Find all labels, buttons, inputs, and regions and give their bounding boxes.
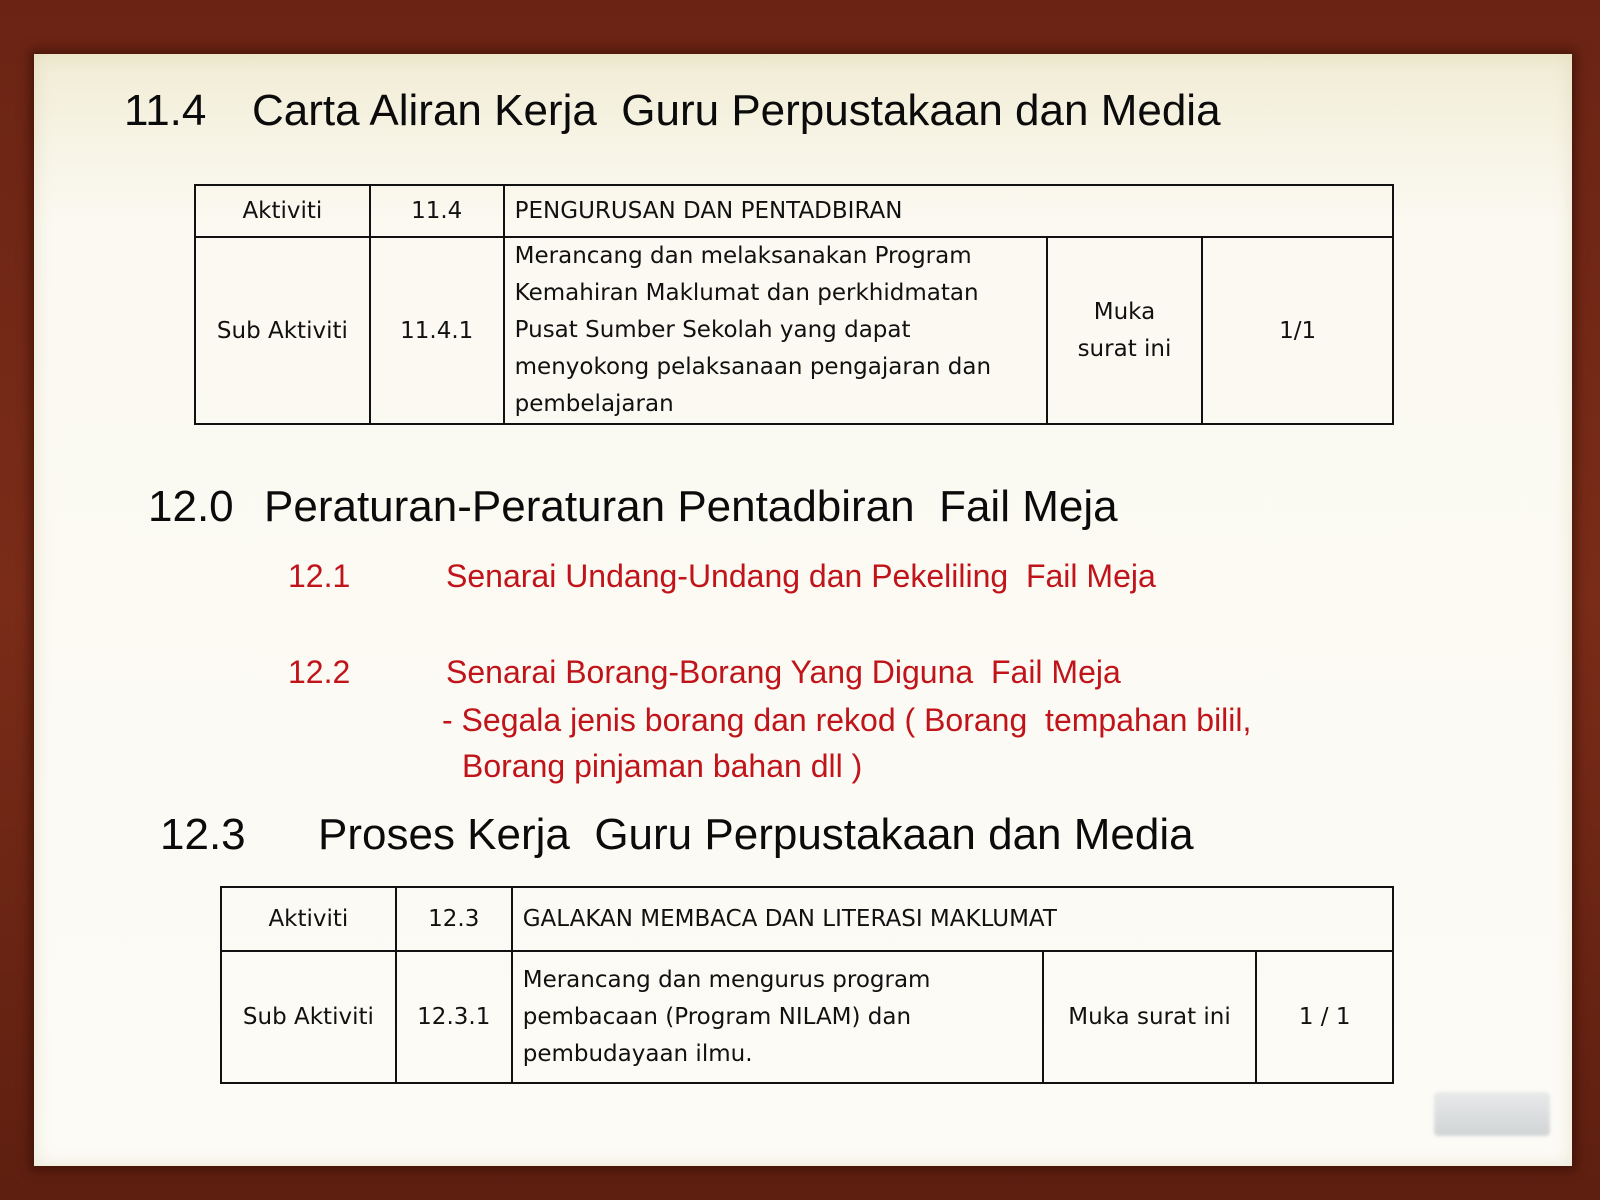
activity-code-cell: 12.3: [396, 887, 512, 951]
subitem-12-2-detail-line: - Segala jenis borang dan rekod ( Borang tempahan bilil,: [442, 702, 1252, 738]
activity-code-cell: 11.4: [370, 185, 504, 237]
heading-title: Carta Aliran Kerja Guru Perpustakaan dan Media: [252, 86, 1221, 135]
activity-desc-cell: GALAKAN MEMBACA DAN LITERASI MAKLUMAT: [512, 887, 1393, 951]
desc-line: Kemahiran Maklumat dan perkhidmatan: [514, 280, 979, 306]
subitem-12-2-detail-line: Borang pinjaman bahan dll ): [462, 748, 863, 784]
desc-line: pembudayaan ilmu.: [522, 1040, 753, 1067]
slide: [34, 54, 1572, 1166]
heading-12-0: [148, 482, 1118, 532]
desc-line: Merancang dan mengurus program: [522, 966, 931, 993]
desc-line: menyokong pelaksanaan pengajaran dan: [514, 354, 992, 380]
page-label-line: surat ini: [1077, 335, 1172, 362]
activity-label-cell: Aktiviti: [195, 185, 370, 237]
page-value-cell: 1 / 1: [1256, 951, 1393, 1083]
heading-title: Proses Kerja Guru Perpustakaan dan Media: [318, 810, 1194, 859]
subitem-number: 12.2: [288, 654, 351, 690]
subactivity-desc-cell: [504, 237, 1047, 424]
heading-number: 12.3: [160, 810, 246, 859]
subactivity-desc-cell: [512, 951, 1043, 1083]
heading-11-4: [124, 86, 1221, 136]
desc-line: pembacaan (Program NILAM) dan: [522, 1003, 912, 1030]
page-label-line: Muka: [1093, 298, 1156, 325]
subitem-12-2: [288, 654, 1121, 691]
subitem-12-1: [288, 558, 1156, 595]
subactivity-label-cell: Sub Aktiviti: [195, 237, 370, 424]
page-value-cell: 1/1: [1202, 237, 1393, 424]
page-label-cell: [1047, 237, 1203, 424]
subitem-number: 12.1: [288, 558, 351, 594]
subitem-text: Senarai Borang-Borang Yang Diguna Fail Meja: [446, 654, 1121, 690]
heading-title: Peraturan-Peraturan Pentadbiran Fail Meja: [264, 482, 1118, 531]
desc-line: Pusat Sumber Sekolah yang dapat: [514, 317, 911, 343]
activity-desc-cell: PENGURUSAN DAN PENTADBIRAN: [504, 185, 1393, 237]
page-label-cell: Muka surat ini: [1043, 951, 1257, 1083]
heading-number: 12.0: [148, 482, 234, 531]
desc-line: Merancang dan melaksanakan Program: [514, 243, 972, 269]
activity-table-12-3: [220, 886, 1394, 1084]
heading-12-3: [160, 810, 1194, 860]
subactivity-code-cell: 11.4.1: [370, 237, 504, 424]
activity-label-cell: Aktiviti: [221, 887, 396, 951]
subactivity-code-cell: 12.3.1: [396, 951, 512, 1083]
subitem-text: Senarai Undang-Undang dan Pekeliling Fail Meja: [446, 558, 1156, 594]
subactivity-label-cell: Sub Aktiviti: [221, 951, 396, 1083]
activity-table-11-4: [194, 184, 1394, 425]
desc-line: pembelajaran: [514, 391, 674, 417]
heading-number: 11.4: [124, 86, 207, 135]
watermark-badge: [1434, 1092, 1550, 1136]
